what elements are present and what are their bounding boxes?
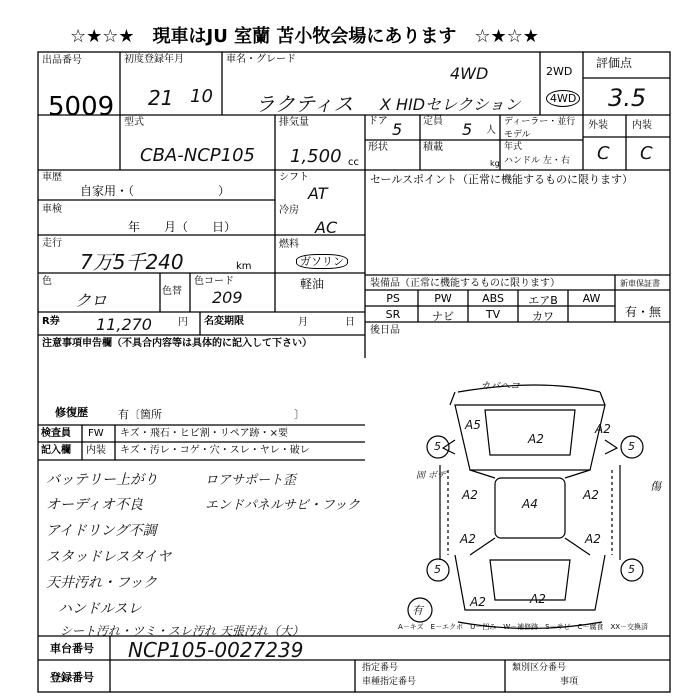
- vehicle-no-label: 指定番号: [362, 663, 399, 673]
- equip-sr: SR: [385, 308, 401, 321]
- displacement-unit: cc: [348, 157, 359, 168]
- diagram-mark-a2-rl: A2: [460, 532, 476, 546]
- inspector-entry-label: 記入欄: [41, 445, 71, 456]
- registration-year: 21: [148, 86, 174, 110]
- model-value: CBA-NCP105: [140, 145, 255, 166]
- capacity-unit: 人: [486, 125, 496, 136]
- color-code-value: 209: [212, 288, 243, 307]
- capacity-value: 5: [462, 120, 473, 139]
- diagram-bottom-note: 有: [412, 604, 423, 617]
- grade-score-label: 評価点: [596, 56, 633, 70]
- diagram-mark-a2-r: A2: [583, 488, 599, 502]
- recycle-unit: 円: [178, 317, 188, 328]
- recycle-label: R券: [42, 316, 60, 327]
- equip-tv: TV: [485, 308, 501, 321]
- fw-row: キズ・飛石・ヒビ割・リペア跡・×要: [120, 428, 288, 439]
- shape-label: 形状: [368, 142, 388, 153]
- equip-leather: カワ: [532, 310, 554, 323]
- equip-airbag: エアB: [528, 294, 558, 307]
- fuel-diesel: 軽油: [300, 277, 325, 291]
- name-change-month: 月: [298, 317, 308, 328]
- tire-mark-fr: 5: [628, 440, 635, 453]
- diagram-mark-a2-rear: A2: [470, 595, 486, 609]
- lot-label: 出品番号: [42, 55, 82, 66]
- model-year-label: モデル: [504, 130, 531, 140]
- displacement-value: 1,500: [290, 146, 342, 167]
- notes-label: 注意事項申告欄（不具合内容等は具体的に記入して下さい）: [42, 338, 312, 349]
- dealer-label: ディーラー・並行: [504, 117, 576, 127]
- tire-mark-rr: 5: [628, 563, 635, 576]
- equip-pw: PW: [434, 292, 452, 305]
- registration-label: 初度登録年月: [124, 54, 184, 65]
- history-value: 自家用・（ ）: [80, 184, 231, 198]
- diagram-mark-a5: A5: [465, 418, 481, 432]
- mileage-label: 走行: [42, 238, 62, 249]
- aircon-label: 冷房: [279, 205, 299, 216]
- diagram-mark-a2-l: A2: [462, 488, 478, 502]
- fw-head: FW: [88, 428, 104, 439]
- name-change-label: 名変期限: [204, 316, 244, 327]
- warranty-value: 有・無: [625, 305, 662, 319]
- handle-label: ハンドル 左・右: [504, 156, 570, 166]
- diagram-mark-a4: A4: [522, 497, 538, 511]
- footer-small: 事項: [560, 677, 579, 687]
- remark-3: アイドリング不調: [46, 523, 157, 539]
- interior-value: C: [640, 143, 653, 164]
- equip-abs: ABS: [482, 292, 504, 305]
- diagram-left-note: 固 ボデ: [416, 471, 446, 481]
- shift-value: AT: [308, 184, 328, 203]
- type-no-label: 類別区分番号: [512, 663, 567, 673]
- equip-aw: AW: [582, 292, 601, 305]
- diagram-mark-a2-rear2: A2: [530, 592, 546, 606]
- mileage-value: 7万5千240: [80, 250, 184, 274]
- fuel-gas: ガソリン: [296, 254, 348, 269]
- exterior-value: C: [597, 143, 610, 164]
- shift-label: シフト: [279, 172, 309, 183]
- remark-right-2: エンドパネルサビ・フック: [205, 498, 360, 513]
- tire-mark-fl: 5: [434, 440, 441, 453]
- remark-7: シート汚れ・ツミ・スレ汚れ 天張汚れ（大）: [60, 624, 304, 638]
- color-change-label: 色替: [162, 286, 182, 297]
- interior-row: キズ・汚レ・コゲ・穴・スレ・ヤレ・破レ: [120, 445, 310, 456]
- car-drive-note: 4WD: [450, 64, 489, 83]
- header-banner: ☆★☆★ 現車はJU 室蘭 苫小牧会場にあります ☆★☆★: [70, 26, 539, 47]
- diagram-mark-a2-rr: A2: [585, 532, 601, 546]
- equipment-label: 装備品（正常に機能するものに限ります）: [370, 278, 560, 289]
- inspector-label: 検査員: [41, 428, 71, 439]
- model-year-year-label: 年式: [504, 142, 523, 152]
- recycle-value: 11,270: [96, 315, 152, 334]
- interior-label: 内装: [632, 120, 652, 131]
- mileage-unit: km: [236, 261, 252, 272]
- chassis-label: 車台番号: [50, 642, 94, 655]
- grade-score-value: 3.5: [608, 84, 647, 112]
- name-change-day: 日: [345, 317, 355, 328]
- registration-month: 10: [190, 86, 213, 107]
- chassis-value: NCP105-0027239: [128, 638, 304, 662]
- capacity-label: 定員: [423, 116, 443, 127]
- history-label: 車歴: [42, 172, 62, 183]
- remark-5: 天井汚れ・フック: [46, 575, 158, 591]
- tire-mark-rl: 5: [434, 563, 441, 576]
- displacement-label: 排気量: [279, 117, 309, 128]
- damage-legend: A－キズ E－エクボ U－凹み W－補修跡 S－サビ C－腐食 XX－交換済: [398, 623, 649, 631]
- repair-value: 有〔箇所 〕: [118, 408, 305, 421]
- doors-label: ドア: [368, 116, 388, 127]
- sales-point-label: セールスポイント（正常に機能するものに限ります）: [370, 173, 634, 186]
- color-value: クロ: [75, 291, 108, 310]
- drive-4wd: 4WD: [546, 90, 580, 107]
- exterior-label: 外装: [588, 120, 608, 131]
- lot-number: 5009: [48, 92, 115, 122]
- remark-2: オーディオ不良: [46, 497, 143, 513]
- color-code-label: 色コード: [194, 276, 234, 287]
- aircon-value: AC: [315, 218, 338, 237]
- diagram-right-note: 傷: [650, 480, 661, 493]
- remark-1: バッテリー上がり: [46, 472, 158, 488]
- payload-unit: kg: [490, 159, 500, 168]
- equip-navi: ナビ: [432, 310, 454, 323]
- remark-6: ハンドルスレ: [58, 601, 142, 617]
- inspection-value: 年 月（ 日）: [128, 220, 237, 234]
- equip-ps: PS: [386, 292, 400, 305]
- remark-4: スタッドレスタイヤ: [46, 549, 172, 565]
- remark-right-1: ロアサポート歪: [205, 473, 297, 488]
- car-name-value: ラクティス: [255, 92, 354, 116]
- interior-head: 内装: [86, 445, 106, 456]
- car-grade-value: X HIDセレクション: [380, 95, 521, 114]
- reg-no-label: 車種指定番号: [362, 677, 417, 687]
- diagram-front-top: カバヘコ: [480, 381, 520, 392]
- repair-label: 修復歴: [55, 406, 88, 419]
- payload-label: 積載: [423, 142, 443, 153]
- diagram-mark-a2-hood: A2: [528, 432, 544, 446]
- plate-label: 登録番号: [50, 671, 94, 684]
- inspection-label: 車検: [42, 204, 62, 215]
- car-name-label: 車名・グレード: [226, 54, 296, 65]
- warranty-label: 新車保証書: [620, 279, 660, 288]
- fuel-label: 燃料: [279, 239, 299, 250]
- color-label: 色: [42, 276, 52, 287]
- model-label: 型式: [124, 117, 144, 128]
- rear-seat-label: 後日品: [370, 325, 400, 336]
- doors-value: 5: [392, 120, 403, 139]
- diagram-mark-a2-fr: A2: [595, 422, 611, 436]
- drive-2wd: 2WD: [546, 65, 573, 78]
